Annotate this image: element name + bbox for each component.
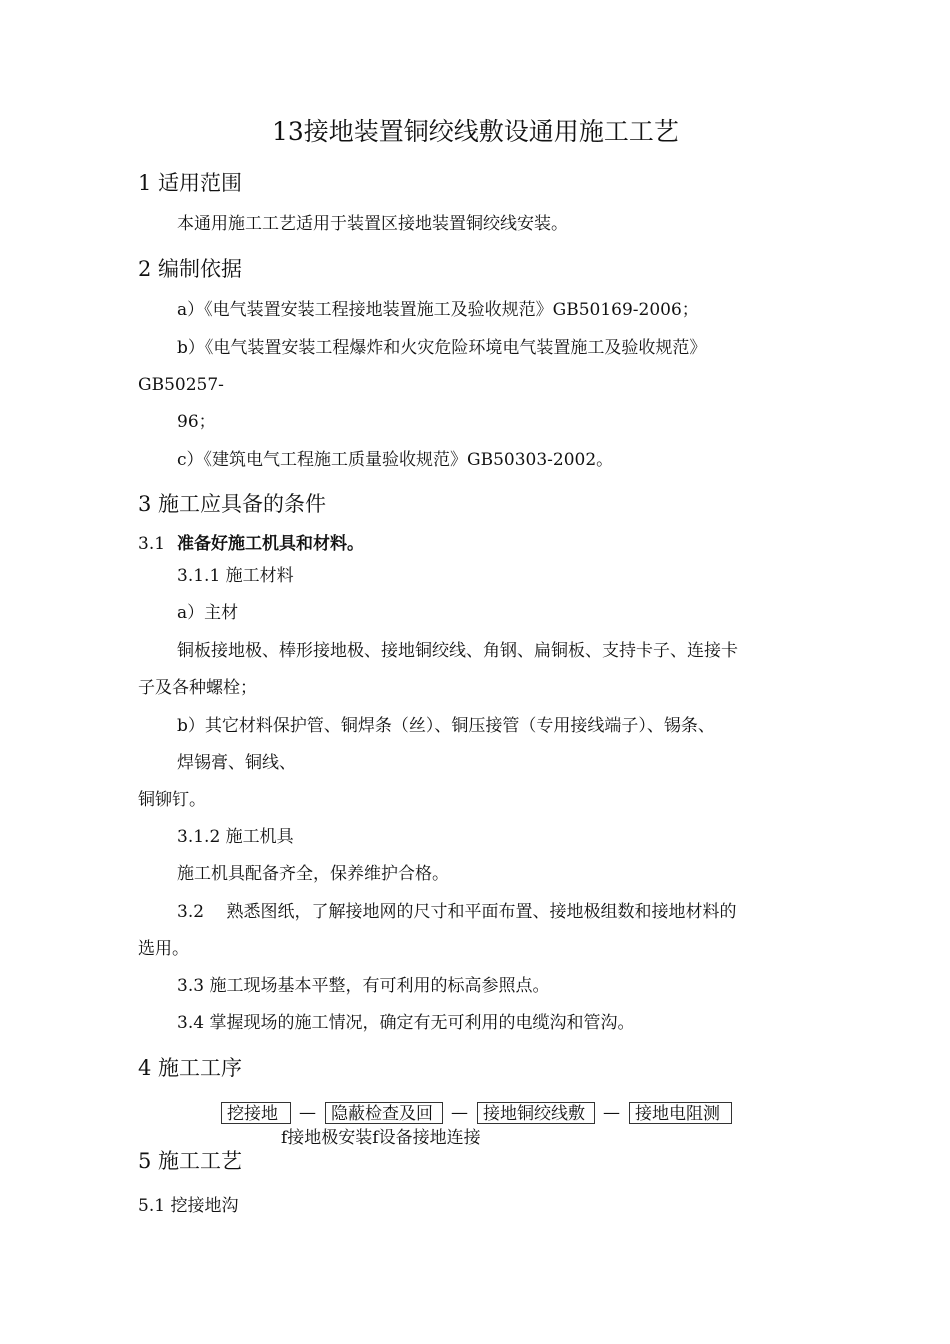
flow-arrow: — — [603, 1103, 620, 1123]
other-materials-line3: 铜铆钉。 — [138, 790, 206, 810]
section-3-2-line1: 3.2 熟悉图纸，了解接地网的尺寸和平面布置、接地极组数和接地材料的 — [177, 902, 737, 922]
section-3-3: 3.3 施工现场基本平整，有可利用的标高参照点。 — [177, 976, 550, 996]
section-3-1-number: 3.1 — [138, 534, 166, 554]
tools-paragraph: 施工机具配备齐全，保养维护合格。 — [177, 864, 449, 884]
section-3-2-line2: 选用。 — [138, 939, 189, 959]
section-5-1: 5.1 挖接地沟 — [138, 1196, 239, 1216]
section-3-4: 3.4 掌握现场的施工情况，确定有无可利用的电缆沟和管沟。 — [177, 1013, 635, 1033]
other-materials-line2: 焊锡膏、铜线、 — [177, 753, 296, 773]
other-materials-line1: b）其它材料保护管、铜焊条（丝）、铜压接管（专用接线端子）、锡条、 — [177, 716, 715, 736]
flow-step-2: 隐蔽检查及回 — [325, 1102, 443, 1124]
reference-a: a）《电气装置安装工程接地装置施工及验收规范》GB50169-2006； — [177, 300, 699, 320]
flow-step-4: 接地电阻测 — [629, 1102, 732, 1124]
reference-b-line3: 96； — [177, 412, 216, 432]
main-materials-line1: 铜板接地极、棒形接地极、接地铜绞线、角钢、扁铜板、支持卡子、连接卡 — [177, 641, 738, 661]
section-3-1-1-heading: 3.1.1 施工材料 — [177, 566, 294, 586]
section-3-1-text: 准备好施工机具和材料。 — [177, 534, 364, 554]
section-3-heading: 3 施工应具备的条件 — [138, 492, 327, 516]
document-title: 13接地装置铜绞线敷设通用施工工艺 — [272, 117, 679, 146]
main-materials-line2: 子及各种螺栓； — [138, 678, 257, 698]
flow-step-1: 挖接地 — [221, 1102, 291, 1124]
flow-arrow: — — [451, 1103, 468, 1123]
flow-step-3: 接地铜绞线敷 — [477, 1102, 595, 1124]
flow-sub-steps: f接地极安装f设备接地连接 — [281, 1128, 481, 1148]
reference-b-line1: b）《电气装置安装工程爆炸和火灾危险环境电气装置施工及验收规范》 — [177, 338, 707, 358]
flow-arrow: — — [299, 1103, 316, 1123]
section-2-heading: 2 编制依据 — [138, 257, 243, 281]
section-4-heading: 4 施工工序 — [138, 1056, 243, 1080]
reference-c: c）《建筑电气工程施工质量验收规范》GB50303-2002。 — [177, 450, 614, 470]
section-3-1-2-heading: 3.1.2 施工机具 — [177, 827, 294, 847]
reference-b-line2: GB50257- — [138, 375, 224, 395]
section-5-heading: 5 施工工艺 — [138, 1149, 243, 1173]
section-1-heading: 1 适用范围 — [138, 171, 243, 195]
main-materials-label: a）主材 — [177, 603, 239, 623]
section-1-paragraph: 本通用施工工艺适用于装置区接地装置铜绞线安装。 — [177, 214, 568, 234]
